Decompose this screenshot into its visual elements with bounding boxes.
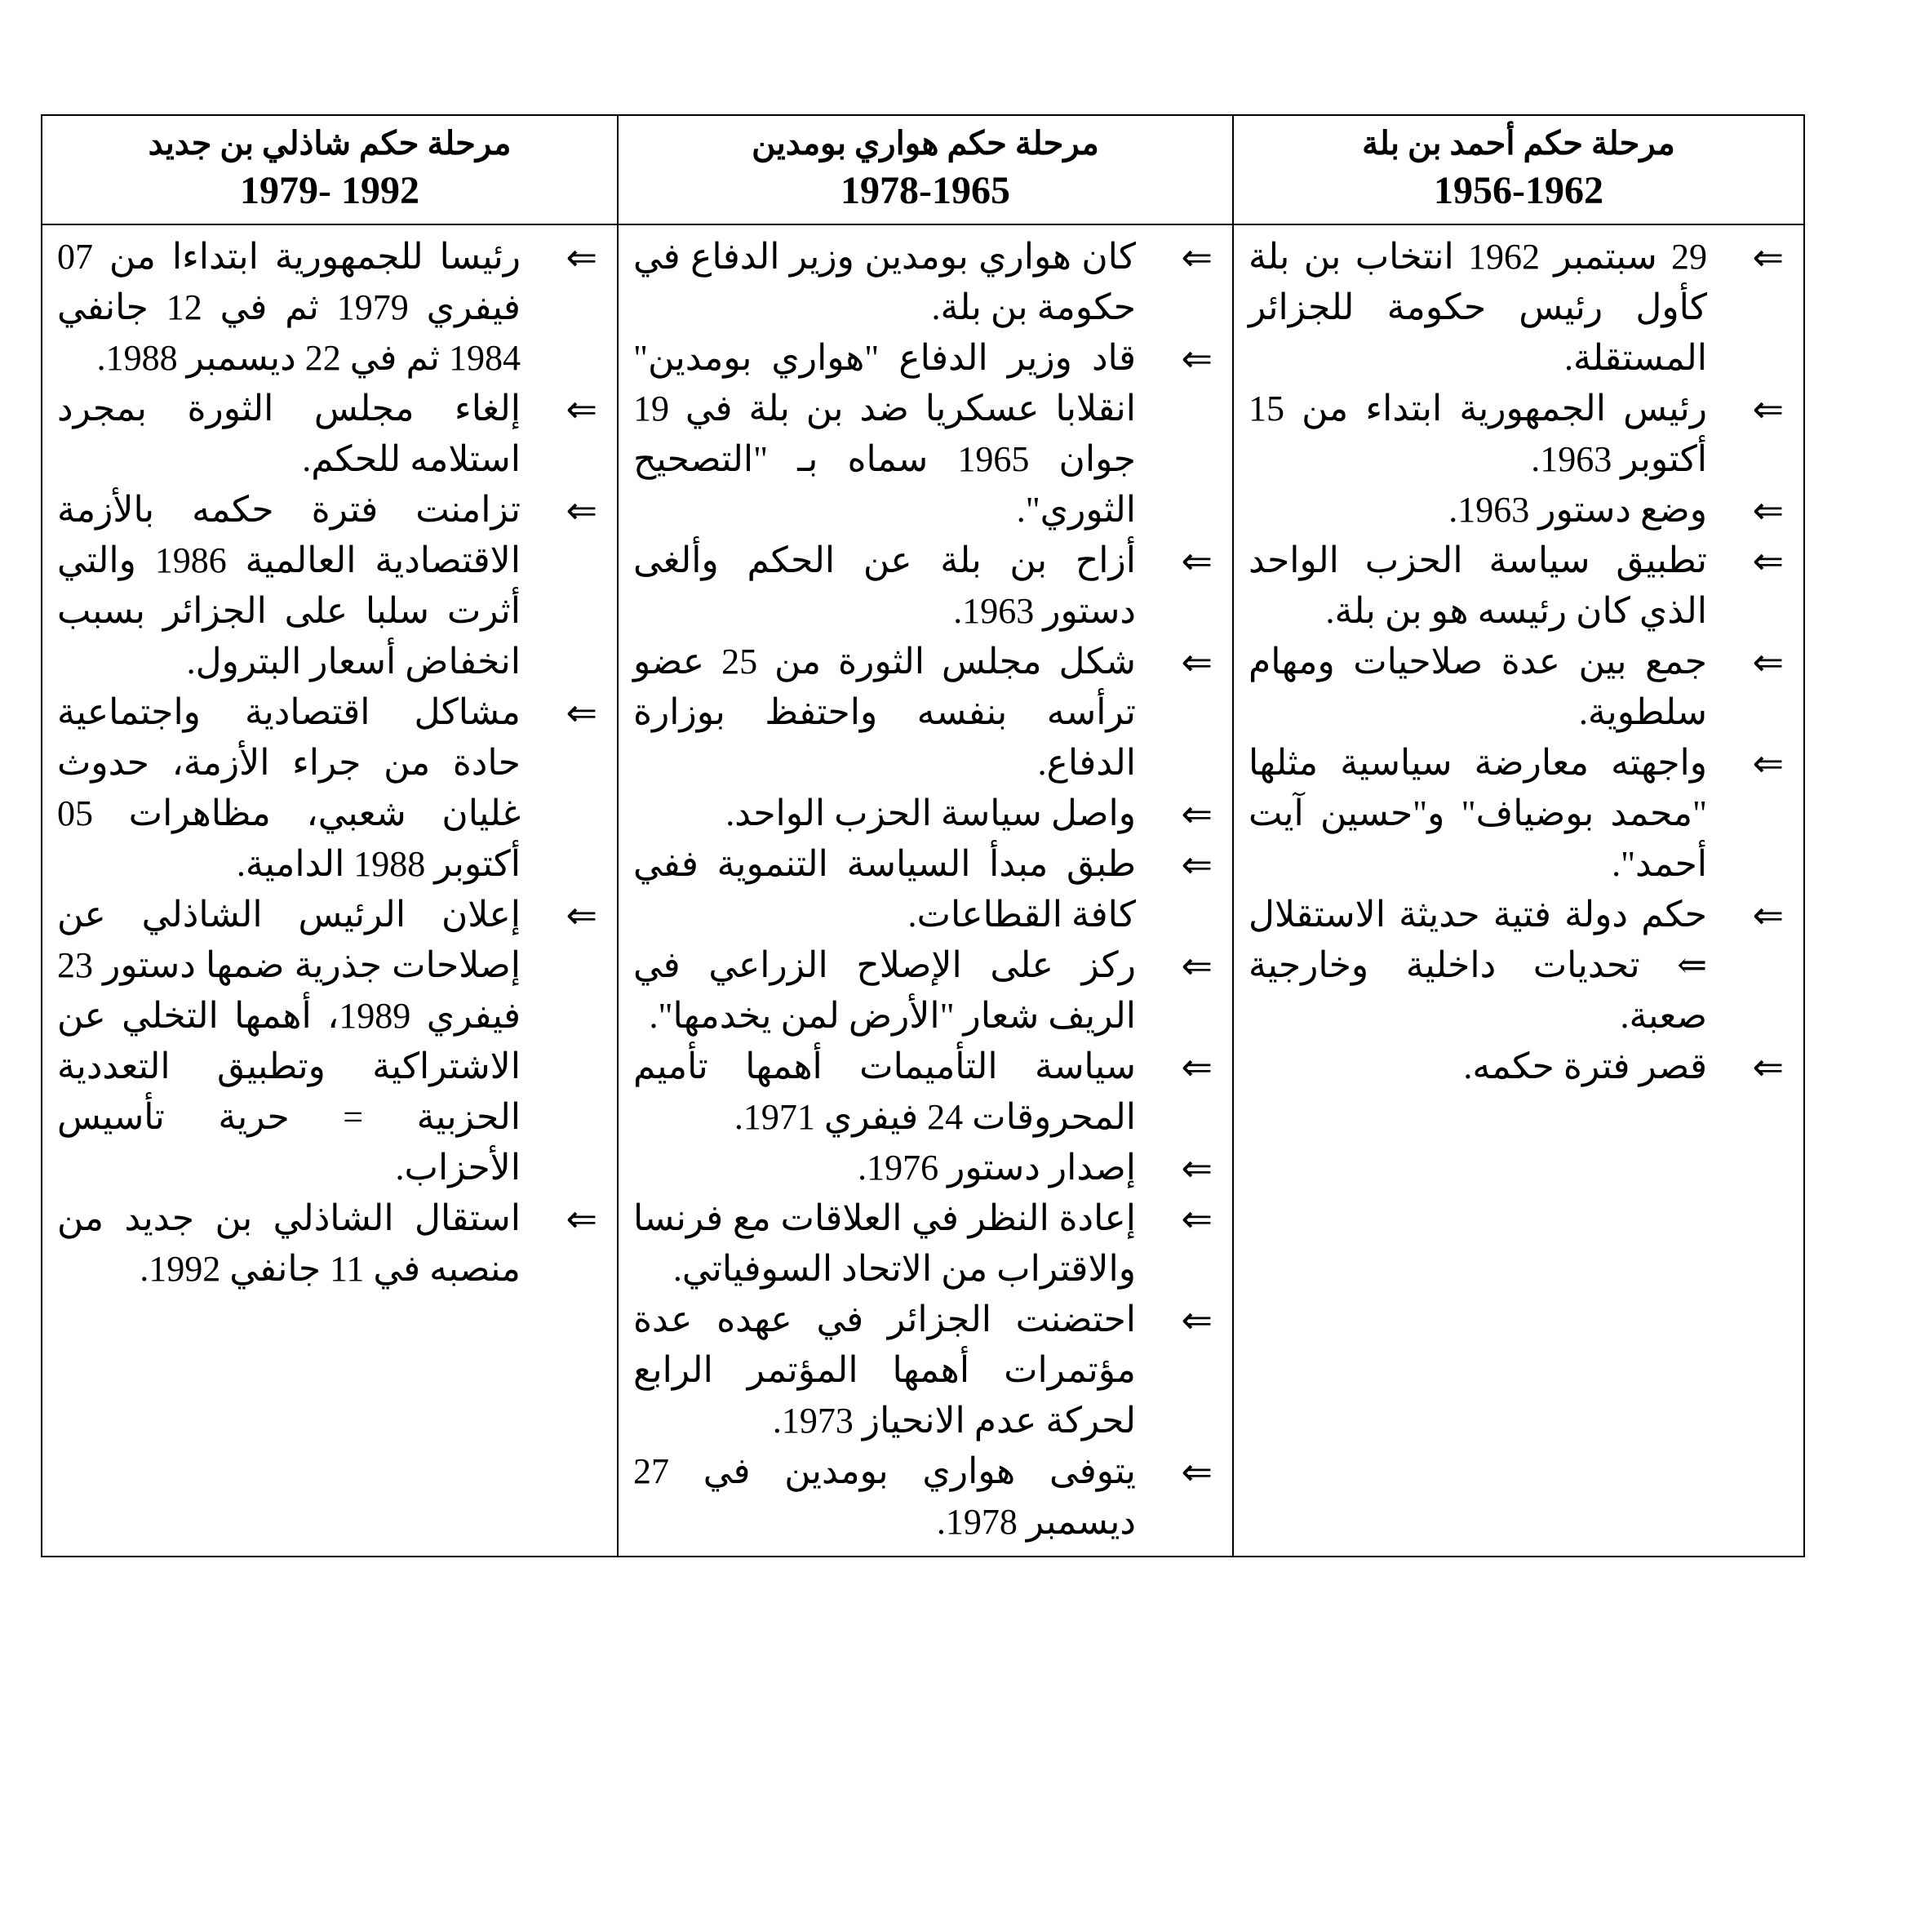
column-title: مرحلة حكم هواري بومدين [752, 125, 1099, 162]
list-item-text: احتضنت الجزائر في عهده عدة مؤتمرات أهمها المؤتمر الرابع لحركة عدم الانحياز 1973. [633, 1299, 1136, 1441]
event-list [633, 232, 1217, 1548]
list-item [633, 333, 1217, 535]
list-item [633, 1042, 1217, 1143]
list-item-text: قصر فترة حكمه. [1463, 1046, 1707, 1086]
document-page [41, 114, 1803, 1557]
event-list [1249, 232, 1789, 1092]
column-years: 1956-1962 [1434, 169, 1603, 212]
list-item [633, 535, 1217, 637]
list-item-text: حكم دولة فتية حديثة الاستقلال ⇐ تحديات داخلية وخارجية صعبة. [1249, 895, 1707, 1036]
double-arrow-left-icon: ⇐ [1181, 235, 1213, 279]
list-item-text: سياسة التأميمات أهمها تأميم المحروقات 24 فيفري 1971. [633, 1046, 1136, 1137]
column-header-chadli [42, 115, 618, 224]
double-arrow-left-icon: ⇐ [565, 1197, 597, 1241]
double-arrow-left-icon: ⇐ [1752, 488, 1784, 532]
list-item [1249, 890, 1789, 1042]
list-item [57, 485, 602, 687]
column-cell-boumediene [618, 224, 1233, 1557]
double-arrow-left-icon: ⇐ [1181, 1197, 1213, 1241]
column-cell-chadli [42, 224, 618, 1557]
list-item [1249, 1042, 1789, 1092]
double-arrow-left-icon: ⇐ [1752, 235, 1784, 279]
double-arrow-left-icon: ⇐ [565, 691, 597, 735]
column-header-boumediene [618, 115, 1233, 224]
list-item [633, 839, 1217, 940]
list-item-text: تزامنت فترة حكمه بالأزمة الاقتصادية العالمية 1986 والتي أثرت سلبا على الجزائر بسبب انخفاض أسعار البترول. [57, 490, 521, 682]
list-item-text: 29 سبتمبر 1962 انتخاب بن بلة كأول رئيس حكومة للجزائر المستقلة. [1249, 237, 1707, 378]
list-item [1249, 384, 1789, 485]
double-arrow-left-icon: ⇐ [1181, 842, 1213, 886]
list-item-text: كان هواري بومدين وزير الدفاع في حكومة بن بلة. [633, 237, 1136, 327]
list-item [57, 890, 602, 1193]
list-item [1249, 535, 1789, 637]
list-item-text: رئيسا للجمهورية ابتداءا من 07 فيفري 1979 ثم في 12 جانفي 1984 ثم في 22 ديسمبر 1988. [57, 237, 521, 378]
list-item-text: شكل مجلس الثورة من 25 عضو ترأسه بنفسه واحتفظ بوزارة الدفاع. [633, 642, 1137, 783]
list-item-text: جمع بين عدة صلاحيات ومهام سلطوية. [1249, 642, 1707, 732]
list-item [57, 1193, 602, 1295]
list-item [633, 1295, 1217, 1446]
double-arrow-left-icon: ⇐ [1752, 640, 1784, 684]
list-item [57, 687, 602, 890]
list-item-text: أزاح بن بلة عن الحكم وألغى دستور 1963. [633, 540, 1136, 631]
double-arrow-left-icon: ⇐ [1752, 1045, 1784, 1089]
column-cell-ben-bella [1233, 224, 1804, 1557]
list-item [1249, 637, 1789, 738]
list-item-text: إعلان الرئيس الشاذلي عن إصلاحات جذرية ضمها دستور 23 فيفري 1989، أهمها التخلي عن الاشتراكية وتطبيق التعددية الحزبية = حرية تأسيس الأحزاب. [57, 895, 521, 1188]
double-arrow-left-icon: ⇐ [1181, 336, 1213, 380]
list-item-text: إعادة النظر في العلاقات مع فرنسا والاقتراب من الاتحاد السوفياتي. [633, 1198, 1136, 1289]
list-item-text: واصل سياسة الحزب الواحد. [725, 793, 1136, 833]
list-item [633, 637, 1217, 788]
list-item [1249, 738, 1789, 890]
list-item-text: إلغاء مجلس الثورة بمجرد استلامه للحكم. [57, 389, 521, 479]
column-years: 1978-1965 [840, 169, 1010, 212]
double-arrow-left-icon: ⇐ [1181, 640, 1213, 684]
list-item-text: واجهته معارضة سياسية مثلها "محمد بوضياف" و"حسين آيت أحمد". [1249, 743, 1707, 884]
list-item-text: وضع دستور 1963. [1448, 490, 1707, 530]
double-arrow-left-icon: ⇐ [1181, 792, 1213, 836]
list-item [1249, 232, 1789, 384]
double-arrow-left-icon: ⇐ [1181, 1450, 1213, 1494]
list-item [633, 788, 1217, 839]
double-arrow-left-icon: ⇐ [1181, 1146, 1213, 1190]
double-arrow-left-icon: ⇐ [565, 235, 597, 279]
double-arrow-left-icon: ⇐ [1752, 741, 1784, 785]
double-arrow-left-icon: ⇐ [1181, 539, 1213, 583]
column-title: مرحلة حكم شاذلي بن جديد [148, 125, 512, 162]
list-item-text: تطبيق سياسة الحزب الواحد الذي كان رئيسه هو بن بلة. [1249, 540, 1707, 631]
column-title: مرحلة حكم أحمد بن بلة [1362, 125, 1675, 162]
event-list [57, 232, 602, 1295]
list-item-text: إصدار دستور 1976. [858, 1148, 1136, 1188]
double-arrow-left-icon: ⇐ [1752, 893, 1784, 937]
double-arrow-left-icon: ⇐ [565, 387, 597, 431]
list-item [57, 232, 602, 384]
list-item [57, 384, 602, 485]
list-item [633, 232, 1217, 333]
double-arrow-left-icon: ⇐ [565, 488, 597, 532]
list-item-text: مشاكل اقتصادية واجتماعية حادة من جراء الأزمة، حدوث غليان شعبي، مظاهرات 05 أكتوبر 1988 الدامية. [57, 692, 521, 884]
list-item-text: رئيس الجمهورية ابتداء من 15 أكتوبر 1963. [1249, 389, 1707, 479]
double-arrow-left-icon: ⇐ [565, 893, 597, 937]
list-item [633, 1193, 1217, 1295]
double-arrow-left-icon: ⇐ [1181, 1298, 1213, 1342]
double-arrow-left-icon: ⇐ [1181, 1045, 1213, 1089]
rulers-comparison-table [41, 114, 1805, 1557]
list-item [633, 1143, 1217, 1193]
list-item-text: طبق مبدأ السياسة التنموية ففي كافة القطاعات. [633, 844, 1136, 935]
column-years: 1992 -1979 [240, 169, 419, 212]
list-item-text: ركز على الإصلاح الزراعي في الريف شعار "الأرض لمن يخدمها". [633, 945, 1136, 1036]
double-arrow-left-icon: ⇐ [1752, 539, 1784, 583]
double-arrow-left-icon: ⇐ [1181, 944, 1213, 988]
table-body-row [42, 224, 1804, 1557]
list-item [633, 940, 1217, 1042]
list-item-text: قاد وزير الدفاع "هواري بومدين" انقلابا عسكريا ضد بن بلة في 19 جوان 1965 سماه بـ "التصحيح الثوري". [633, 338, 1137, 530]
list-item [633, 1446, 1217, 1548]
list-item-text: يتوفى هواري بومدين في 27 ديسمبر 1978. [633, 1451, 1136, 1542]
double-arrow-left-icon: ⇐ [1752, 387, 1784, 431]
column-header-ben-bella [1233, 115, 1804, 224]
list-item-text: استقال الشاذلي بن جديد من منصبه في 11 جانفي 1992. [57, 1198, 521, 1289]
list-item [1249, 485, 1789, 535]
table-header-row [42, 115, 1804, 224]
